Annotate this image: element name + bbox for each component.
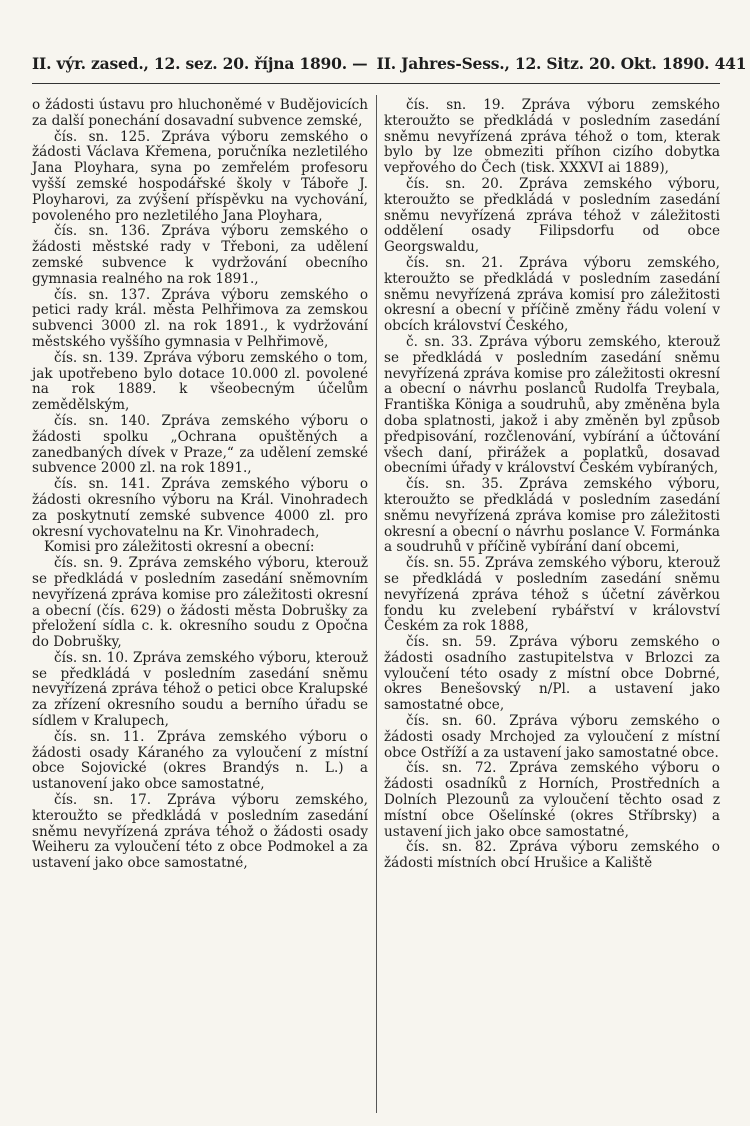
- paragraph: čís. sn. 140. Zpráva zemského výboru o žádosti spolku „Ochrana opuštěných a zanedbaných dívek v Praze,“ za udělení zemské subvence 2000 zl. na rok 1891.,: [32, 412, 368, 477]
- paragraph: čís. sn. 139. Zpráva výboru zemského o tom, jak upotřebeno bylo dotace 10.000 zl. povolené na rok 1889. k všeobecným účelům zemědělským,: [32, 349, 368, 414]
- paragraph: čís. sn. 55. Zpráva zemského výboru, kterouž se předkládá v posledním zasedání sněmu nevyřízená zpráva téhož s účetní závěrkou fondu ku zvelebení rybářství v království Českém za rok 1888,: [384, 555, 720, 635]
- paragraph: čís. sn. 60. Zpráva výboru zemského o žádosti osady Mrchojed za vyloučení z místní obce Ostříží a za ustavení jako samostatné obce.: [384, 713, 720, 761]
- paragraph: čís. sn. 20. Zpráva zemského výboru, kteroužto se předkládá v posledním zasedání sněmu nevyřízená zpráva téhož v záležitosti oddělení osady Filipsdorfu od obce Georgswaldu,: [384, 175, 720, 256]
- right-column: [384, 98, 720, 872]
- paragraph: čís. sn. 137. Zpráva výboru zemského o petici rady král. města Pelhřimova za zemskou subvenci 3000 zl. na rok 1891., k vydržování městského vyššího gymnasia v Pelhřimově,: [32, 286, 368, 350]
- paragraph: čís. sn. 21. Zpráva výboru zemského, kteroužto se předkládá v posledním zasedání sněmu nevyřízená zpráva komisí pro záležitosti okresní a obecní v příčině změny řádu volení v obcích království Českého,: [384, 254, 720, 335]
- header-separator: —: [352, 54, 368, 73]
- paragraph: č. sn. 33. Zpráva výboru zemského, kterouž se předkládá v posledním zasedání sněmu nevyřízená zpráva komise pro záležitosti okresní a obecní o návrhu poslanců Rudolfa Treybala, Františka Königa a soudruhů, aby změněna byla doba splatnosti, jakož i aby změněn byl způsob předpisování, rozčlenování, vybírání a účtování všech daní, přirážek a poplatků, dosavad obecními úřady v království Českém vybíraných,: [384, 333, 720, 477]
- running-header: [32, 54, 747, 73]
- paragraph: čís. sn. 9. Zpráva zemského výboru, kterouž se předkládá v posledním zasedání sněmovním nevyřízená zpráva komise pro záležitosti okresní a obecní (čís. 629) o žádosti města Dobrušky za přeložení sídla c. k. okresního soudu z Opočna do Dobrušky,: [32, 555, 368, 651]
- paragraph: čís. sn. 59. Zpráva výboru zemského o žádosti osadního zastupitelstva v Brlozci za vyloučení této osady z místní obce Dobrné, okres Benešovský n/Pl. a ustavení jako samostatné obce,: [384, 634, 720, 714]
- paragraph: čís. sn. 136. Zpráva výboru zemského o žádosti městské rady v Třeboni, za udělení zemské subvence k vydržování obecního gymnasia realného na rok 1891.,: [32, 223, 368, 287]
- left-column: [32, 98, 368, 872]
- paragraph: čís. sn. 10. Zpráva zemského výboru, kterouž se předkládá v posledním zasedání sněmu nevyřízená zpráva téhož o petici obce Kralupské za zřízení okresního soudu a berního úřadu se sídlem v Kralupech,: [32, 649, 368, 730]
- page-number: 441: [714, 54, 747, 73]
- header-rule: [32, 83, 720, 84]
- section-heading: Komisi pro záležitosti okresní a obecní:: [44, 539, 315, 556]
- header-german: II. Jahres-Sess., 12. Sitz. 20. Okt. 1890.: [376, 54, 710, 73]
- paragraph: čís. sn. 17. Zpráva výboru zemského, kteroužto se předkládá v posledním zasedání sněmu nevyřízená zpráva téhož o žádosti osady Weiheru za vyloučení této z obce Podmokel a za ustavení jako obce samostatné,: [32, 792, 368, 872]
- paragraph: čís. sn. 35. Zpráva zemského výboru, kteroužto se předkládá v posledním zasedání sněmu nevyřízená zpráva komise pro záležitosti okresní a obecní o návrhu poslance V. Formánka a soudruhů v příčině vybírání daní obcemi,: [384, 476, 720, 556]
- paragraph: čís. sn. 19. Zpráva výboru zemského kteroužto se předkládá v posledním zasedání sněmu nevyřízená zpráva téhož o tom, kterak bylo by lze obmeziti příhon cizího dobytka vepřového do Čech (tisk. XXXVI ai 1889),: [384, 97, 720, 177]
- paragraph: čís. sn. 125. Zpráva výboru zemského o žádosti Václava Křemena, poručníka nezletilého Jana Ployhara, syna po zemřelém profesoru vyšší zemské hospodářské školy v Táboře J. Ployharovi, za zvýšení příspěvku na vychování, povoleného pro nezletilého Jana Ployhara,: [32, 128, 368, 224]
- paragraph: čís. sn. 11. Zpráva zemského výboru o žádosti osady Káraného za vyloučení z místní obce Sojovické (okres Brandýs n. L.) a ustanovení jako obce samostatné,: [32, 728, 368, 793]
- paragraph: čís. sn. 82. Zpráva výboru zemského o žádosti místních obcí Hrušice a Kaliště: [384, 839, 720, 872]
- column-divider: [376, 95, 377, 1113]
- paragraph: čís. sn. 72. Zpráva zemského výboru o žádosti osadníků z Horních, Prostředních a Dolních Plezounů za vyloučení těchto osad z místní obce Ošelínské (okres Stříbrsky) a ustavení jich jako obce samostatné,: [384, 760, 720, 840]
- paragraph: o žádosti ústavu pro hluchoněmé v Budějovicích za další ponechání dosavadní subvence zemské,: [32, 97, 368, 129]
- header-czech: II. výr. zased., 12. sez. 20. října 1890.: [32, 54, 347, 73]
- paragraph: čís. sn. 141. Zpráva zemského výboru o žádosti okresního výboru na Král. Vinohradech za poskytnutí zemské subvence 4000 zl. pro okresní vychovatelnu na Kr. Vinohradech,: [32, 476, 368, 540]
